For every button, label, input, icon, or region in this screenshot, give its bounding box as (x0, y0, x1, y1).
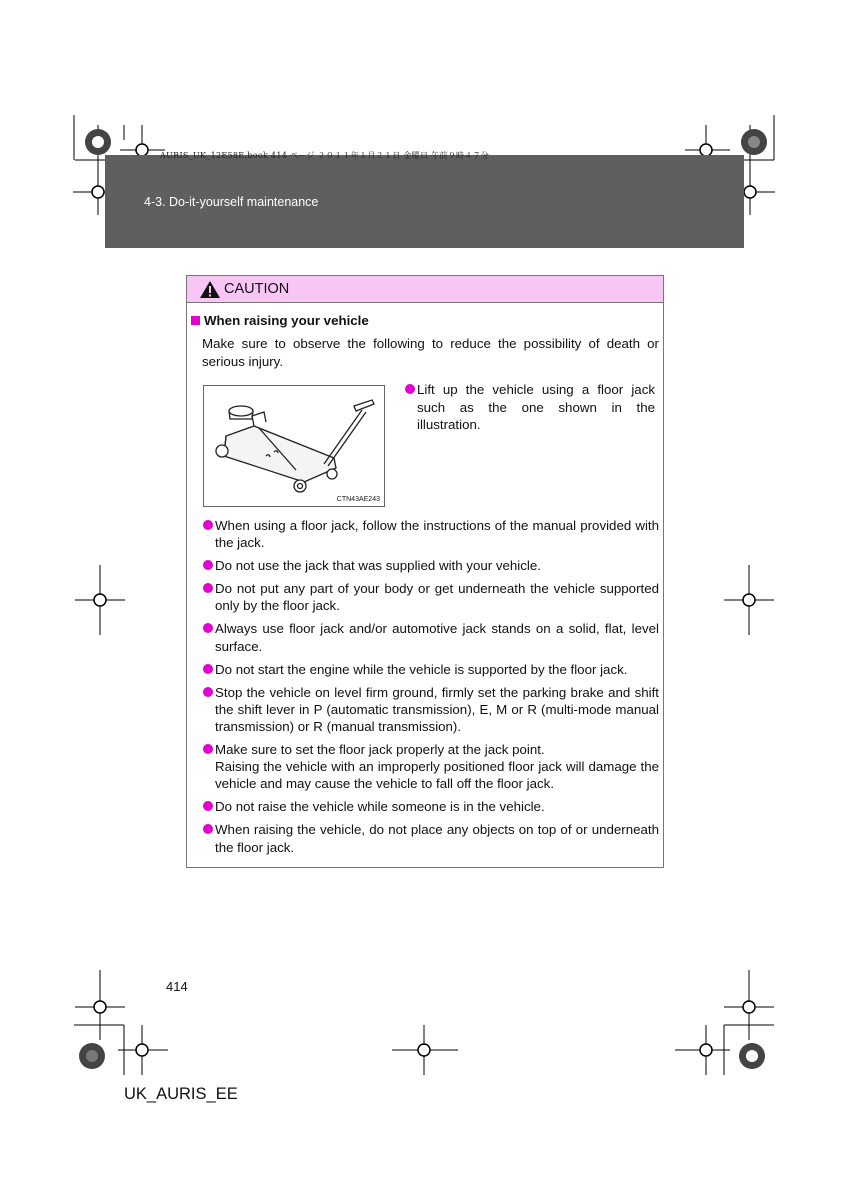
bullet-dot-icon (203, 623, 213, 633)
caution-label: CAUTION (224, 281, 290, 297)
bullet-dot-icon (203, 824, 213, 834)
floor-jack-illustration (203, 385, 385, 507)
list-item-text: Make sure to set the floor jack properly at the jack point. Raising the vehicle with an improperly positioned floor jack will damage the vehicle and may cause the vehicle to fall off the floor jack. (215, 742, 659, 792)
bullet-dot-icon (203, 560, 213, 570)
page-number: 414 (166, 979, 188, 994)
square-bullet-icon (191, 316, 200, 325)
bullet-dot-icon (203, 744, 213, 754)
list-item (203, 741, 659, 793)
list-item (203, 557, 659, 574)
list-item-text: Always use floor jack and/or automotive jack stands on a solid, flat, level surface. (215, 621, 659, 654)
caution-header (187, 276, 663, 303)
footer-code: UK_AURIS_EE (124, 1085, 238, 1103)
list-item (203, 580, 659, 614)
bullet-dot-icon (203, 664, 213, 674)
list-item (203, 517, 659, 551)
list-item-text: Do not use the jack that was supplied with your vehicle. (215, 558, 541, 574)
print-metadata: AURIS_UK_12E58E.book 414 ページ ２０１１年１月２１日 金曜日 午前９時４７分 (160, 151, 490, 160)
bullet-dot-icon (203, 583, 213, 593)
list-item-text: When using a floor jack, follow the instructions of the manual provided with the jack. (215, 518, 659, 551)
illustration-bullet-text: Lift up the vehicle using a floor jack such as the one shown in the illustration. (417, 382, 655, 432)
list-item-text: Do not raise the vehicle while someone is in the vehicle. (215, 799, 545, 815)
list-item-text: Do not put any part of your body or get underneath the vehicle supported only by the floor jack. (215, 581, 659, 614)
illustration-code: CTN43AE243 (336, 496, 380, 503)
caution-bullet-list (203, 517, 659, 862)
bullet-dot-icon (405, 384, 415, 394)
floor-jack-icon (204, 386, 384, 506)
section-title: 4-3. Do-it-yourself maintenance (144, 195, 319, 209)
bullet-dot-icon (203, 687, 213, 697)
list-item (203, 821, 659, 855)
illustration-bullet (405, 381, 655, 434)
list-item (203, 661, 659, 678)
list-item-text: Do not start the engine while the vehicle is supported by the floor jack. (215, 661, 628, 677)
bullet-dot-icon (203, 801, 213, 811)
list-item (203, 684, 659, 736)
warning-triangle-icon (199, 280, 221, 299)
list-item (203, 798, 659, 815)
caution-subheading (191, 313, 369, 328)
list-item-text: When raising the vehicle, do not place any objects on top of or underneath the floor jack. (215, 822, 659, 855)
bullet-dot-icon (203, 520, 213, 530)
caution-box (186, 275, 664, 868)
caution-intro: Make sure to observe the following to reduce the possibility of death or serious injury. (202, 336, 659, 369)
list-item (203, 620, 659, 654)
subheading-text: When raising your vehicle (204, 313, 369, 328)
list-item-text: Stop the vehicle on level firm ground, firmly set the parking brake and shift the shift lever in P (automatic transmission), E, M or R (multi-mode manual transmission) or R (manual transmission). (215, 684, 659, 735)
